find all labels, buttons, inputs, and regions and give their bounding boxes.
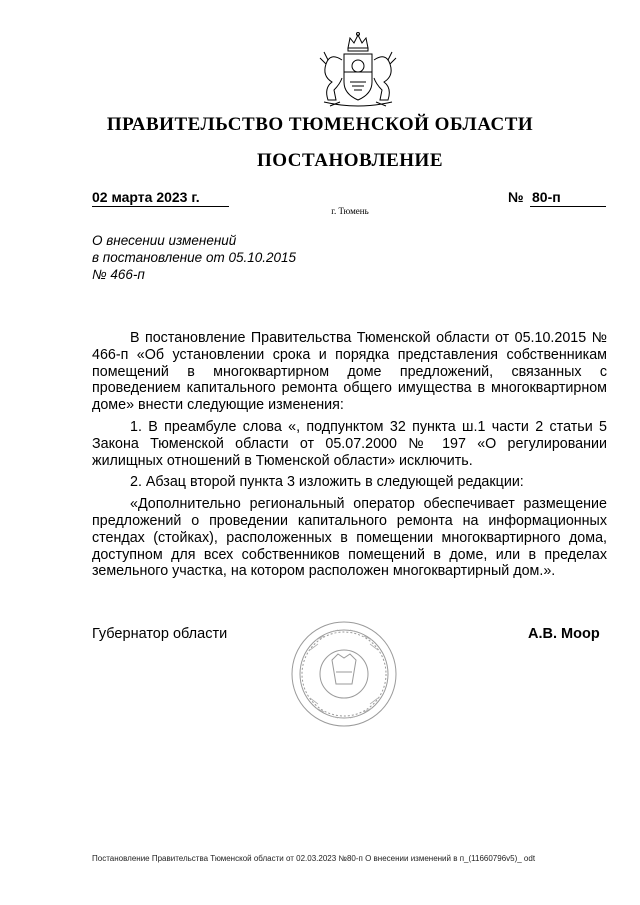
signatory-title: Губернатор области xyxy=(92,626,228,642)
body-paragraph: «Дополнительно региональный оператор обеспечивает размещение предложений о проведении капитального ремонта на информационных стендах (стойках), расположенных в помещении многоквартирного дома, доступном для всех собственников помещений в доме, или в пределах земельного участка, на котором расположен многоквартирный дом.». xyxy=(92,496,607,580)
document-date: 02 марта 2023 г. xyxy=(92,189,229,207)
document-type: ПОСТАНОВЛЕНИЕ xyxy=(256,150,444,171)
government-title: ПРАВИТЕЛЬСТВО ТЮМЕНСКОЙ ОБЛАСТИ xyxy=(106,114,534,135)
body-paragraph: В постановление Правительства Тюменской области от 05.10.2015 № 466-п «Об установлении срока и порядка представления собственникам помещений в многоквартирном доме предложений, связанных с проведением капитального ремонта общего имущества в многоквартирном доме» внести следующие изменения: xyxy=(92,330,607,414)
coat-of-arms-icon xyxy=(314,30,402,112)
document-city: г. Тюмень xyxy=(331,206,369,216)
subject-line: О внесении изменений xyxy=(92,233,237,248)
document-footer: Постановление Правительства Тюменской области от 02.03.2023 №80-п О внесении изменений в п_(11660796v5)_ odt xyxy=(92,854,536,863)
subject-line: № 466-п xyxy=(92,267,145,282)
document-number-label: № xyxy=(508,189,524,205)
subject-line: в постановление от 05.10.2015 xyxy=(92,250,297,265)
body-paragraph: 1. В преамбуле слова «, подпунктом 32 пункта ш.1 части 2 статьи 5 Закона Тюменской области от 05.07.2000 № 197 «О регулировании жилищных отношений в Тюменской области» исключить. xyxy=(92,418,607,469)
document-subject xyxy=(92,232,392,283)
document-number: 80-п xyxy=(530,189,606,207)
body-paragraph: 2. Абзац второй пункта 3 изложить в следующей редакции: xyxy=(130,474,524,491)
document-body xyxy=(92,330,607,585)
signatory-name: А.В. Моор xyxy=(528,626,600,642)
official-seal-icon xyxy=(290,620,398,728)
